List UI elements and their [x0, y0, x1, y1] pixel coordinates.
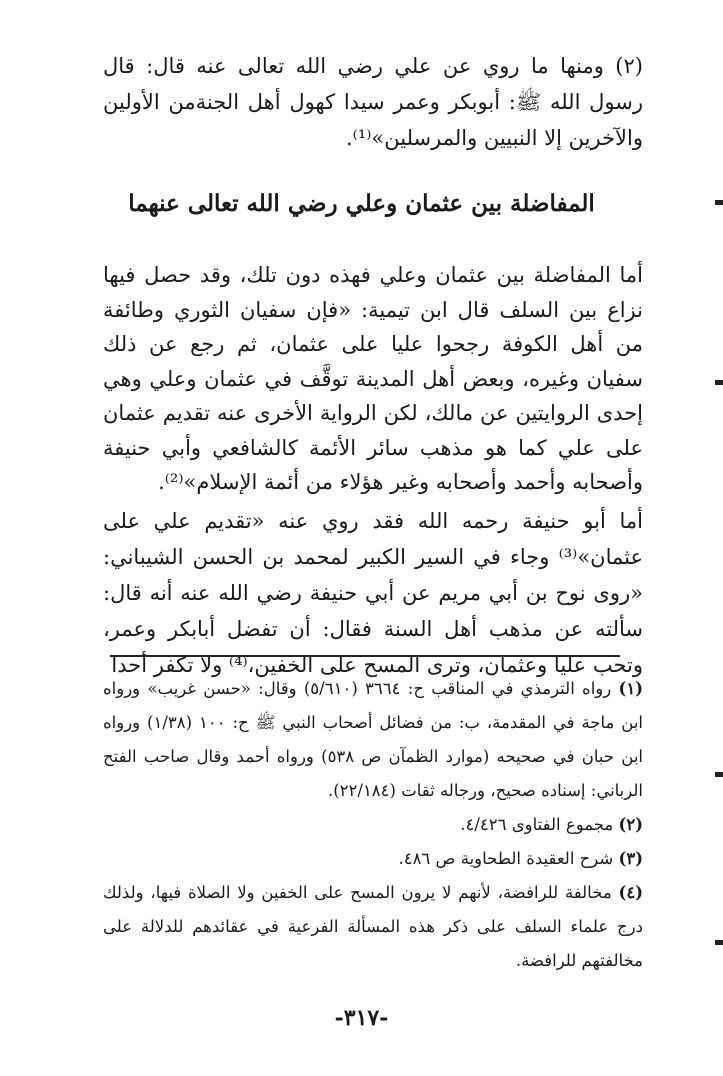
footnote-1 — [103, 672, 643, 808]
footnote-text: مجموع الفتاوى ٤/٤٢٦. — [460, 815, 614, 834]
ibn-taymiyya-paragraph: أما المفاضلة بين عثمان وعلي فهذه دون تلك، وقد حصل فيها نزاع بين السلف قال ابن تيمية: «فإن سفيان الثوري وطائفة من أهل الكوفة رجحوا عليا على عثمان، ثم رجع عن ذلك سفيان وغيره، وبعض أهل المدينة توقَّف في عثمان وعلي وهي إحدى الروايتين عن مالك، لكن الرواية الأخرى عنه تقديم عثمان على علي كما هو مذهب سائر الأئمة كالشافعي وأبي حنيفة وأصحابه وأحمد وأصحابه وغير هؤلاء من أئمة الإسلام»⁽²⁾. — [103, 263, 643, 494]
footnote-number: (٤) — [618, 883, 643, 902]
hadith-paragraph: (٢) ومنها ما روي عن علي رضي الله تعالى عنه قال: قال رسول الله ﷺ: أبوبكر وعمر سيدا كهول أهل الجنةمن الأولين والآخرين إلا النبيين والمرسلين»⁽¹⁾. — [103, 54, 643, 150]
page-number: -٣١٧- — [334, 1005, 389, 1031]
footnote-number: (٢) — [618, 815, 643, 834]
footnote-number: (١) — [618, 679, 643, 698]
footnote-text: مخالفة للرافضة، لأنهم لا يرون المسح على الخفين ولا الصلاة فيها، ولذلك درج علماء السلف على ذكر هذه المسألة الفرعية في عقائدهم للدلالة على مخالفتهم للرافضة. — [103, 883, 643, 970]
page-edge-mark — [715, 200, 723, 205]
page-edge-mark — [715, 380, 723, 385]
footnote-text: شرح العقيدة الطحاوية ص ٤٨٦. — [398, 849, 614, 868]
page-edge-mark — [715, 772, 723, 777]
page-edge-mark — [715, 940, 723, 945]
footnote-2 — [103, 808, 643, 842]
footnote-text: رواه الترمذي في المناقب ح: ٣٦٦٤ (٥/٦١٠) وقال: «حسن غريب» ورواه ابن ماجة في المقدمة، ب: من فضائل أصحاب النبي ﷺ ح: ١٠٠ (١/٣٨) ورواه ابن حبان في صحيحه (موارد الظمآن ص ٥٣٨) ورواه أحمد وقال صاحب الفتح الرباني: إسناده صحيح، ورجاله ثقات (٢٢/١٨٤). — [103, 679, 644, 800]
footnote-number: (٣) — [618, 849, 643, 868]
footnote-4 — [103, 876, 643, 978]
section-heading: المفاضلة بين عثمان وعلي رضي الله تعالى عنهما — [128, 190, 595, 217]
footnote-3 — [103, 842, 643, 876]
abu-hanifa-paragraph: أما أبو حنيفة رحمه الله فقد روي عنه «تقديم علي على عثمان»⁽³⁾ وجاء في السير الكبير لمحمد بن الحسن الشيباني: «روى نوح بن أبي مريم عن أبي حنيفة رضي الله عنه أنه قال: سألته عن مذهب أهل السنة فقال: أن تفضل أبابكر وعمر، وتحب عليا وعثمان، وترى المسح على الخفين،⁽⁴⁾ ولا تكفر أحدا — [103, 509, 643, 677]
footnote-divider — [110, 655, 620, 657]
footnotes — [103, 672, 643, 978]
